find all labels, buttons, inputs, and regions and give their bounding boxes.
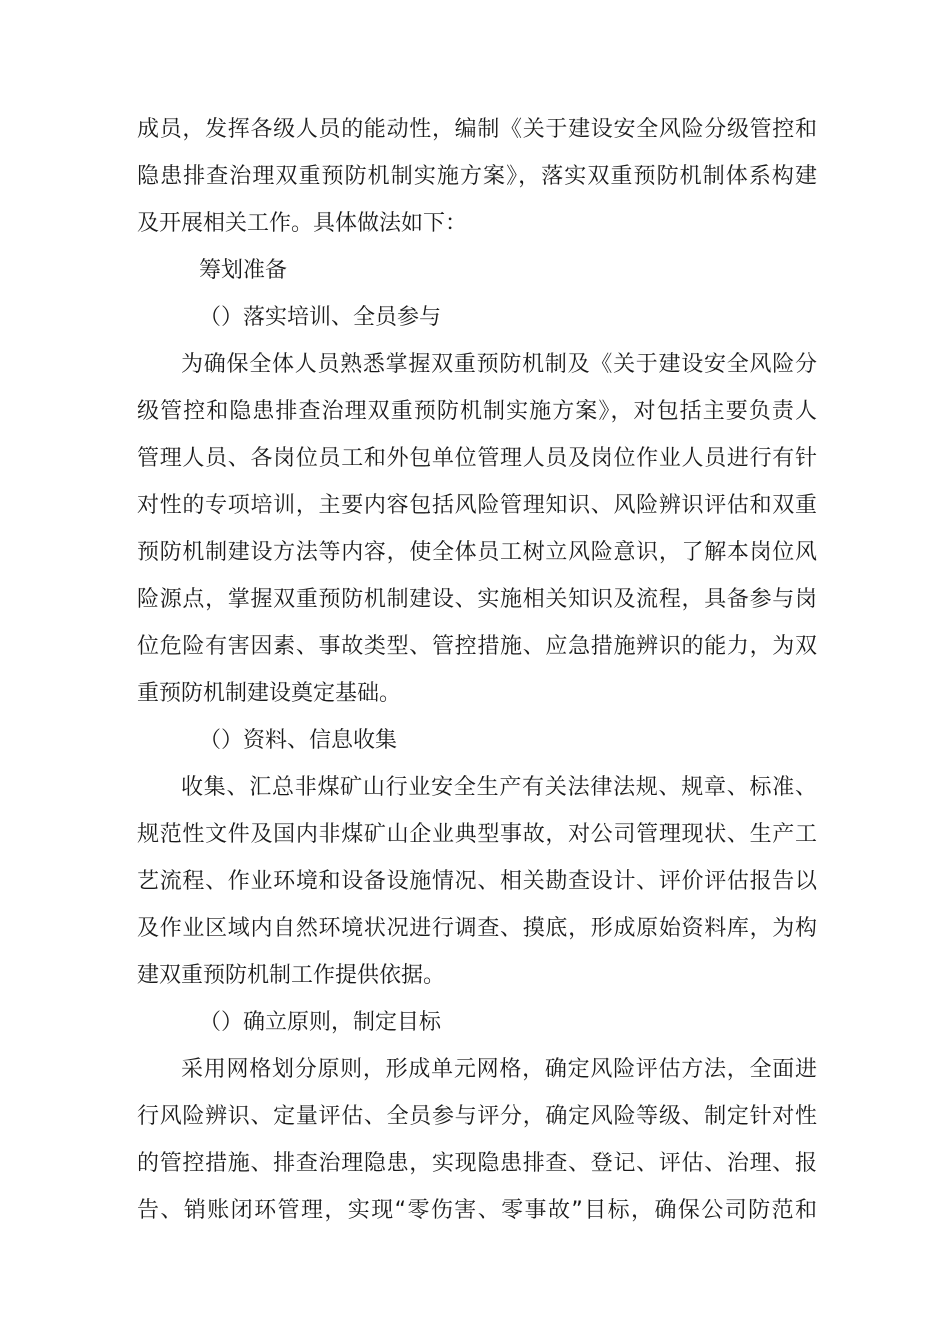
body-text-line: 的管控措施、排查治理隐患，实现隐患排查、登记、评估、治理、报 bbox=[137, 1151, 817, 1176]
section-heading: 筹划准备 bbox=[199, 258, 288, 283]
body-text-line: 位危险有害因素、事故类型、管控措施、应急措施辨识的能力，为双 bbox=[137, 634, 817, 659]
paragraph-first-line: 收集、汇总非煤矿山行业安全生产有关法律法规、规章、标准、 bbox=[181, 775, 817, 800]
body-text-line: 对性的专项培训，主要内容包括风险管理知识、风险辨识评估和双重 bbox=[137, 493, 817, 518]
body-text-line: 重预防机制建设奠定基础。 bbox=[137, 681, 402, 706]
subsection-heading: （）确立原则，制定目标 bbox=[199, 1010, 442, 1035]
body-text-line: 管理人员、各岗位员工和外包单位管理人员及岗位作业人员进行有针 bbox=[137, 446, 817, 471]
body-text-line: 成员，发挥各级人员的能动性，编制《关于建设安全风险分级管控和 bbox=[137, 117, 817, 142]
body-text-line: 险源点，掌握双重预防机制建设、实施相关知识及流程，具备参与岗 bbox=[137, 587, 817, 612]
body-text-line: 艺流程、作业环境和设备设施情况、相关勘查设计、评价评估报告以 bbox=[137, 869, 817, 894]
body-text-line: 告、销账闭环管理，实现“零伤害、零事故”目标，确保公司防范和 bbox=[137, 1198, 817, 1223]
body-text-line: 级管控和隐患排查治理双重预防机制实施方案》，对包括主要负责人 bbox=[137, 399, 817, 424]
body-text-line: 行风险辨识、定量评估、全员参与评分，确定风险等级、制定针对性 bbox=[137, 1104, 817, 1129]
paragraph-first-line: 为确保全体人员熟悉掌握双重预防机制及《关于建设安全风险分 bbox=[181, 352, 817, 377]
paragraph-first-line: 采用网格划分原则，形成单元网格，确定风险评估方法，全面进 bbox=[181, 1057, 817, 1082]
body-text-line: 隐患排查治理双重预防机制实施方案》，落实双重预防机制体系构建 bbox=[137, 164, 817, 189]
subsection-heading: （）落实培训、全员参与 bbox=[199, 305, 442, 330]
body-text-line: 规范性文件及国内非煤矿山企业典型事故，对公司管理现状、生产工 bbox=[137, 822, 817, 847]
body-text-line: 及作业区域内自然环境状况进行调查、摸底，形成原始资料库，为构 bbox=[137, 916, 817, 941]
subsection-heading: （）资料、信息收集 bbox=[199, 728, 398, 753]
body-text-line: 建双重预防机制工作提供依据。 bbox=[137, 963, 446, 988]
body-text-line: 及开展相关工作。具体做法如下： bbox=[137, 211, 468, 236]
body-text-line: 预防机制建设方法等内容，使全体员工树立风险意识，了解本岗位风 bbox=[137, 540, 817, 565]
